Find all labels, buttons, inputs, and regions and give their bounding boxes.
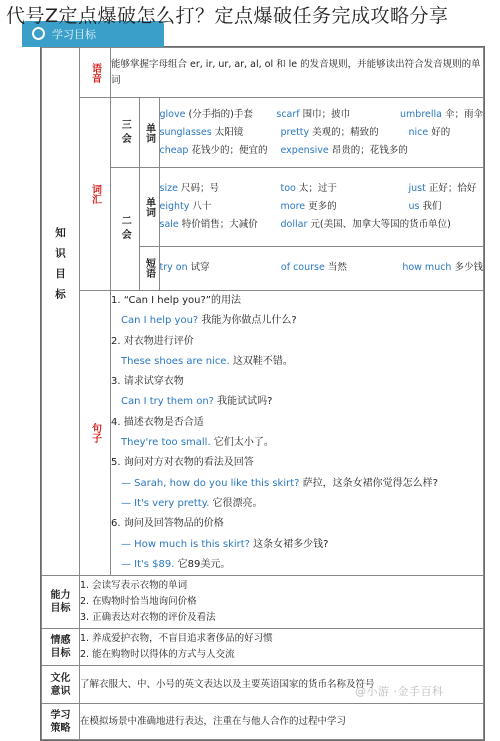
sentence-heading: 1. “Can I help you?”的用法 [111, 295, 241, 306]
sentence-example [111, 494, 483, 514]
word-row [160, 124, 484, 142]
word-entry [409, 198, 442, 216]
word-entry [281, 124, 409, 142]
sentence-zh: 萨拉，这条女裙你觉得怎么样? [299, 477, 438, 489]
sentence-en: — Sarah, how do you like this skirt? [121, 477, 300, 489]
word-en: glove [159, 108, 186, 120]
word-zh: 好的 [428, 126, 451, 138]
vocab-group2-col-phrases: 短语 [139, 246, 159, 290]
sentences-label: 句子 [80, 291, 111, 576]
sentence-example [111, 352, 483, 372]
sentence-example [111, 433, 483, 453]
word-entry [409, 124, 451, 142]
strategy-text: 在模拟场景中准确地进行表达，注重在与他人合作的过程中学习 [80, 704, 484, 740]
word-zh: 特价销售；大减价 [178, 219, 258, 231]
word-entry [281, 142, 409, 160]
goal-line: 1. 养成爱护衣物，不盲目追求奢侈品的好习惯 [80, 633, 273, 645]
word-zh: 八十 [189, 201, 212, 213]
word-en: expensive [280, 144, 329, 156]
word-zh: 更多的 [305, 201, 337, 213]
phrase-zh: 试穿 [187, 262, 210, 274]
vocab-group2-phrases [159, 246, 483, 290]
emotion-list [80, 629, 484, 666]
goal-line: 2. 能在购物时以得体的方式与人交流 [80, 649, 235, 661]
word-en: cheap [159, 144, 189, 156]
sentence-en: — How much is this skirt? [121, 538, 250, 550]
word-zh: (分手指的)手套 [185, 108, 253, 120]
vocab-label: 词汇 [80, 98, 111, 291]
goals-table [40, 46, 485, 741]
word-entry [280, 216, 451, 234]
word-entry [160, 198, 281, 216]
culture-text: 了解衣服大、中、小号的英文表达以及主要英语国家的货币名称及符号 [80, 666, 484, 704]
row-label-text: 能力目标 [50, 590, 71, 615]
strategy-label [42, 704, 80, 740]
tab-label: 学习目标 [52, 28, 96, 41]
sentence-heading: 6. 询问及回答物品的价格 [111, 518, 224, 530]
word-en: size [159, 183, 178, 195]
sentence-en: These shoes are nice. [121, 355, 230, 367]
vocab-group1-label: 三会 [111, 98, 139, 168]
sentence-en: Can I help you? [121, 315, 199, 327]
word-zh: 昂贵的；花钱多的 [328, 144, 408, 156]
word-zh: 伞；雨伞 [441, 108, 483, 120]
sentence-zh: 它89美元。 [174, 558, 231, 570]
word-entry [160, 216, 281, 234]
sentence-example [111, 311, 483, 331]
vocab-group1-col: 单词 [139, 98, 159, 168]
sentence-example [111, 474, 483, 494]
phrase-entry [402, 259, 483, 277]
word-en: eighty [159, 201, 190, 213]
word-en: us [408, 201, 420, 213]
word-en: pretty [280, 126, 310, 138]
emotion-label [42, 629, 80, 666]
phrase-en: of course [280, 262, 325, 274]
word-zh: 美观的；精致的 [309, 126, 379, 138]
word-en: umbrella [400, 108, 442, 120]
word-entry [400, 106, 483, 124]
sentence-zh: 这条女裙多少钱? [249, 538, 329, 550]
page-title: 代号Z定点爆破怎么打？定点爆破任务完成攻略分享 [6, 5, 449, 27]
row-label-text: 学习策略 [50, 709, 71, 734]
word-zh: 正好；恰好 [425, 183, 477, 195]
word-entry [276, 106, 400, 124]
word-en: sale [159, 219, 179, 231]
phrase-en: try on [159, 262, 188, 274]
vocab-group2-words [159, 168, 483, 247]
word-row [160, 142, 484, 160]
vocab-group2-label: 二会 [111, 168, 139, 290]
word-row [160, 216, 484, 234]
sentence-zh: 这双鞋不错。 [229, 355, 293, 367]
word-entry [281, 198, 409, 216]
sentence-example [111, 535, 483, 555]
word-en: scarf [276, 108, 300, 120]
vocab-group2-col-words: 单词 [139, 168, 159, 247]
word-zh: 太；过于 [295, 183, 337, 195]
phrase-zh: 当然 [324, 262, 347, 274]
word-zh: 花钱少的；便宜的 [188, 144, 268, 156]
word-zh: 尺码；号 [177, 183, 219, 195]
phrase-entry [160, 259, 281, 277]
phrase-en: how much [402, 262, 452, 274]
word-entry [160, 124, 281, 142]
sentences-list [111, 291, 484, 576]
word-en: dollar [280, 219, 308, 231]
word-en: nice [408, 126, 429, 138]
sentence-heading: 2. 对衣物进行评价 [111, 335, 194, 347]
word-zh: 围巾；披巾 [299, 108, 351, 120]
sentence-heading: 3. 请求试穿衣物 [111, 376, 184, 388]
sentence-zh: 我能试试吗? [213, 396, 273, 408]
phonics-text: 能够掌握字母组合 er, ir, ur, ar, al, ol 和 le 的发音规则，并能够读出符合发音规则的单词 [111, 48, 484, 98]
word-row [160, 180, 484, 198]
goal-line: 2. 在购物时恰当地询问价格 [80, 596, 197, 608]
sentence-en: Can I try them on? [121, 396, 214, 408]
word-row [160, 106, 484, 124]
phrase-zh: 多少钱 [451, 262, 483, 274]
word-entry [160, 106, 277, 124]
sentence-heading: 5. 询问对方对衣物的看法及回答 [111, 457, 254, 469]
word-zh: 我们 [419, 201, 442, 213]
word-en: too [280, 183, 296, 195]
phonics-label: 语音 [80, 48, 111, 98]
word-en: just [408, 183, 426, 195]
word-entry [281, 180, 409, 198]
vocab-group1-words [159, 98, 483, 168]
ability-label [42, 576, 80, 629]
row-label-text: 情感目标 [50, 635, 71, 660]
sentence-en: They're too small. [121, 437, 211, 449]
sentence-zh: 我能为你做点儿什么? [198, 315, 297, 327]
goal-line: 3. 正确表达对衣物的评价及看法 [80, 612, 216, 624]
goal-line: 1. 会读写表示衣物的单词 [80, 580, 188, 592]
word-zh: 元(美国、加拿大等国的货币单位) [307, 219, 451, 231]
sentence-zh: 它们太小了。 [210, 437, 274, 449]
culture-label [42, 666, 80, 704]
sentence-example [111, 555, 483, 575]
word-entry [160, 142, 281, 160]
sentence-en: — It's $89. [121, 558, 175, 570]
word-entry [409, 180, 477, 198]
word-en: sunglasses [159, 126, 212, 138]
phrase-row [160, 259, 484, 277]
sentence-en: — It's very pretty. [121, 497, 210, 509]
watermark: @小游 ·金手百科 [355, 685, 444, 698]
knowledge-label: 知识目标 [42, 48, 80, 576]
word-row [160, 198, 484, 216]
word-en: more [280, 201, 306, 213]
ability-list [80, 576, 484, 629]
sentence-heading: 4. 描述衣物是否合适 [111, 416, 204, 428]
sentence-zh: 它很漂亮。 [209, 497, 263, 509]
word-entry [160, 180, 281, 198]
word-zh: 太阳镜 [211, 126, 244, 138]
row-label-text: 文化意识 [50, 672, 71, 697]
sentence-example [111, 392, 483, 412]
phrase-entry [281, 259, 402, 277]
